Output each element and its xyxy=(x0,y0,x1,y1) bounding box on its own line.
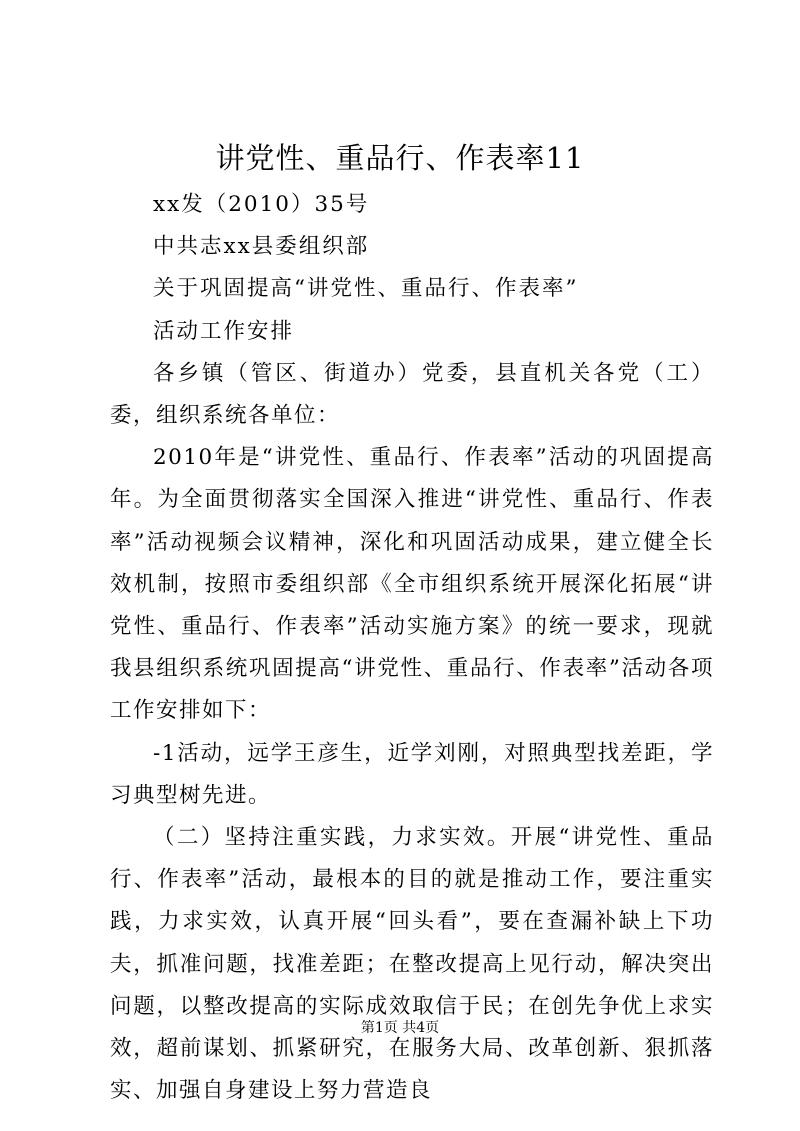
notice-subject-line-2: 活动工作安排 xyxy=(153,318,295,344)
issuing-organization: 中共志xx县委组织部 xyxy=(153,234,370,260)
recipients-paragraph: 各乡镇（管区、街道办）党委，县直机关各党（工）委，组织系统各单位： xyxy=(110,360,714,429)
section-two-paragraph: （二）坚持注重实践，力求实效。开展“讲党性、重品行、作表率”活动，最根本的目的就是推动工作，要注重实践，力求实效，认真开展“回头看”，要在查漏补缺上下功夫，抓准问题，找准差距；在整改提高上见行动，解决突出问题，以整改提高的实际成效取信于民；在创先争优上求实效，超前谋划、抓紧研究，在服务大局、改革创新、狠抓落实、加强自身建设上努力营造良 xyxy=(110,825,714,1104)
section-one-paragraph: -1活动，远学王彦生，近学刘刚，对照典型找差距，学习典型树先进。 xyxy=(110,740,714,808)
intro-paragraph: 2010年是“讲党性、重品行、作表率”活动的巩固提高年。为全面贯彻落实全国深入推进“讲党性、重品行、作表率”活动视频会议精神，深化和巩固活动成果，建立健全长效机制，按照市委组织部《全市组织系统开展深化拓展“讲党性、重品行、作表率”活动实施方案》的统一要求，现就我县组织系统巩固提高“讲党性、重品行、作表率”活动各项工作安排如下： xyxy=(110,445,714,724)
document-title: 讲党性、重品行、作表率11 xyxy=(215,141,585,175)
notice-subject-line-1: 关于巩固提高“讲党性、重品行、作表率” xyxy=(153,276,579,302)
page-number-footer: 第1页 共4页 xyxy=(360,1020,440,1036)
document-number: xx发（2010）35号 xyxy=(153,192,370,217)
document-body xyxy=(110,184,714,1112)
